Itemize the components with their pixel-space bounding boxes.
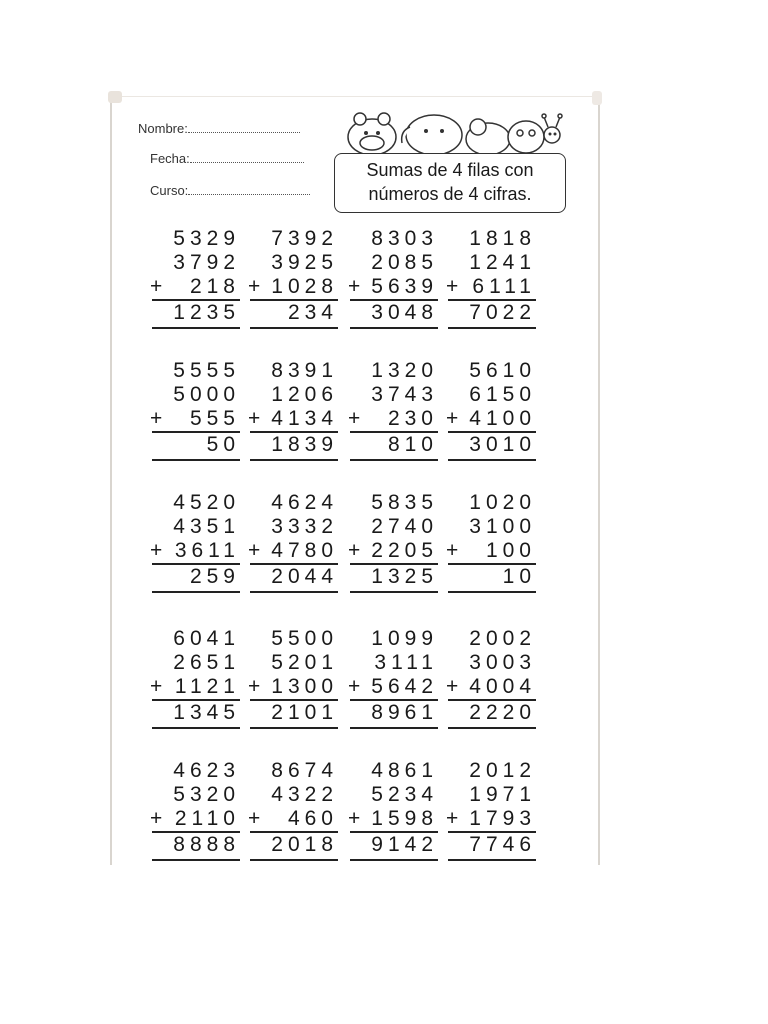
addend-1 xyxy=(448,359,536,383)
title-box xyxy=(334,153,566,213)
addend-2 xyxy=(448,515,536,539)
result-value: 234 xyxy=(287,301,338,324)
addend-value: 5201 xyxy=(271,651,338,674)
answer-line xyxy=(250,859,338,861)
addition-problem xyxy=(448,359,536,461)
addend-1 xyxy=(350,359,438,383)
addend-2 xyxy=(250,251,338,275)
addend-3 xyxy=(350,807,438,831)
plus-sign: + xyxy=(248,807,261,830)
addend-value: 3332 xyxy=(271,515,338,538)
addend-3 xyxy=(448,807,536,831)
sum-result xyxy=(448,831,536,857)
addend-value: 230 xyxy=(387,407,438,430)
addend-2 xyxy=(152,515,240,539)
result-value: 1345 xyxy=(173,701,240,724)
answer-line xyxy=(448,459,536,461)
result-value: 8888 xyxy=(173,833,240,856)
fecha-line xyxy=(190,152,304,163)
addend-value: 1300 xyxy=(271,675,338,698)
addend-1 xyxy=(350,491,438,515)
sum-result xyxy=(350,299,438,325)
answer-line xyxy=(350,859,438,861)
addend-value: 5320 xyxy=(173,783,240,806)
curso-field xyxy=(150,183,310,198)
addend-value: 3743 xyxy=(371,383,438,406)
addend-3 xyxy=(448,275,536,299)
addend-2 xyxy=(152,783,240,807)
nombre-label: Nombre: xyxy=(138,121,188,136)
sum-result xyxy=(350,431,438,457)
addition-problem xyxy=(152,359,240,461)
plus-sign: + xyxy=(348,539,361,562)
addend-2 xyxy=(350,783,438,807)
result-value: 7746 xyxy=(469,833,536,856)
addend-1 xyxy=(448,491,536,515)
addition-problem xyxy=(250,627,338,729)
result-value: 10 xyxy=(502,565,536,588)
addend-3 xyxy=(250,807,338,831)
addition-problem xyxy=(152,627,240,729)
addend-3 xyxy=(250,407,338,431)
answer-line xyxy=(250,727,338,729)
plus-sign: + xyxy=(446,675,459,698)
addition-problem xyxy=(350,627,438,729)
result-value: 8961 xyxy=(371,701,438,724)
addend-value: 2085 xyxy=(371,251,438,274)
plus-sign: + xyxy=(150,407,163,430)
addend-1 xyxy=(250,627,338,651)
addend-value: 3003 xyxy=(469,651,536,674)
sum-result xyxy=(152,563,240,589)
addend-value: 2110 xyxy=(174,807,240,830)
addend-value: 3611 xyxy=(174,539,240,562)
result-value: 7022 xyxy=(469,301,536,324)
addend-1 xyxy=(250,491,338,515)
addition-problem xyxy=(350,491,438,593)
worksheet xyxy=(110,96,600,865)
addend-3 xyxy=(152,407,240,431)
tape-corner xyxy=(592,91,602,105)
addend-1 xyxy=(152,491,240,515)
plus-sign: + xyxy=(446,539,459,562)
answer-line xyxy=(350,591,438,593)
answer-line xyxy=(448,591,536,593)
addend-3 xyxy=(448,407,536,431)
addition-problem xyxy=(250,227,338,329)
curso-line xyxy=(188,184,310,195)
sum-result xyxy=(250,699,338,725)
sum-result xyxy=(350,699,438,725)
sum-result xyxy=(350,831,438,857)
plus-sign: + xyxy=(150,539,163,562)
addition-problem xyxy=(448,627,536,729)
answer-line xyxy=(350,459,438,461)
addend-2 xyxy=(250,651,338,675)
fecha-field xyxy=(150,151,304,166)
sum-result xyxy=(448,699,536,725)
addend-value: 1320 xyxy=(371,359,438,382)
addend-value: 7392 xyxy=(271,227,338,250)
addend-1 xyxy=(152,627,240,651)
addend-2 xyxy=(250,515,338,539)
answer-line xyxy=(350,727,438,729)
result-value: 3048 xyxy=(371,301,438,324)
addend-value: 2002 xyxy=(469,627,536,650)
addend-value: 2205 xyxy=(371,539,438,562)
answer-line xyxy=(152,859,240,861)
addend-3 xyxy=(448,539,536,563)
addend-value: 218 xyxy=(189,275,240,298)
result-value: 3010 xyxy=(469,433,536,456)
addend-value: 4780 xyxy=(271,539,338,562)
addend-value: 1121 xyxy=(174,675,240,698)
addend-3 xyxy=(448,675,536,699)
addend-value: 1099 xyxy=(371,627,438,650)
addend-3 xyxy=(350,275,438,299)
addend-3 xyxy=(152,275,240,299)
addition-problem xyxy=(152,227,240,329)
plus-sign: + xyxy=(446,407,459,430)
addend-1 xyxy=(350,759,438,783)
addend-value: 1028 xyxy=(271,275,338,298)
result-value: 1325 xyxy=(371,565,438,588)
addend-value: 6111 xyxy=(472,275,536,298)
result-value: 2101 xyxy=(271,701,338,724)
addend-value: 1020 xyxy=(469,491,536,514)
answer-line xyxy=(448,727,536,729)
addend-1 xyxy=(448,227,536,251)
addend-3 xyxy=(152,539,240,563)
result-value: 259 xyxy=(189,565,240,588)
addition-problem xyxy=(250,491,338,593)
sum-result xyxy=(152,699,240,725)
sum-result xyxy=(250,563,338,589)
addend-2 xyxy=(350,383,438,407)
sum-result xyxy=(152,831,240,857)
addition-problem xyxy=(350,227,438,329)
addition-problem xyxy=(152,491,240,593)
addend-value: 4351 xyxy=(173,515,240,538)
answer-line xyxy=(250,327,338,329)
addend-value: 1598 xyxy=(371,807,438,830)
plus-sign: + xyxy=(348,275,361,298)
addend-1 xyxy=(448,759,536,783)
addend-value: 2740 xyxy=(371,515,438,538)
title-line-2: números de 4 cifras. xyxy=(368,184,532,204)
title-line-1: Sumas de 4 filas con xyxy=(366,160,534,180)
answer-line xyxy=(250,591,338,593)
addend-1 xyxy=(152,759,240,783)
answer-line xyxy=(250,459,338,461)
answer-line xyxy=(152,591,240,593)
result-value: 9142 xyxy=(371,833,438,856)
plus-sign: + xyxy=(248,407,261,430)
addend-value: 8303 xyxy=(371,227,438,250)
addend-value: 5000 xyxy=(173,383,240,406)
plus-sign: + xyxy=(446,275,459,298)
result-value: 2018 xyxy=(271,833,338,856)
addend-value: 8674 xyxy=(271,759,338,782)
addend-value: 6041 xyxy=(173,627,240,650)
sum-result xyxy=(250,831,338,857)
fecha-label: Fecha: xyxy=(150,151,190,166)
addend-value: 5610 xyxy=(469,359,536,382)
addend-value: 5639 xyxy=(371,275,438,298)
addend-2 xyxy=(350,651,438,675)
plus-sign: + xyxy=(348,407,361,430)
result-value: 1235 xyxy=(173,301,240,324)
addend-1 xyxy=(250,227,338,251)
addition-problem xyxy=(350,759,438,861)
addend-1 xyxy=(350,627,438,651)
plus-sign: + xyxy=(248,675,261,698)
sum-result xyxy=(250,431,338,457)
sum-result xyxy=(448,431,536,457)
addend-3 xyxy=(250,675,338,699)
addend-value: 555 xyxy=(189,407,240,430)
addend-value: 6150 xyxy=(469,383,536,406)
answer-line xyxy=(448,327,536,329)
nombre-field xyxy=(138,121,300,136)
addend-2 xyxy=(152,251,240,275)
result-value: 1839 xyxy=(271,433,338,456)
addend-value: 5555 xyxy=(173,359,240,382)
addend-3 xyxy=(250,275,338,299)
addend-value: 5642 xyxy=(371,675,438,698)
addend-1 xyxy=(448,627,536,651)
addend-value: 5329 xyxy=(173,227,240,250)
addend-2 xyxy=(448,383,536,407)
addend-1 xyxy=(250,359,338,383)
plus-sign: + xyxy=(150,275,163,298)
result-value: 810 xyxy=(387,433,438,456)
answer-line xyxy=(152,327,240,329)
addition-problem xyxy=(448,759,536,861)
addend-value: 4624 xyxy=(271,491,338,514)
sum-result xyxy=(152,299,240,325)
addend-value: 8391 xyxy=(271,359,338,382)
addend-2 xyxy=(152,651,240,675)
addend-value: 4004 xyxy=(469,675,536,698)
plus-sign: + xyxy=(348,675,361,698)
addend-value: 3792 xyxy=(173,251,240,274)
addend-3 xyxy=(152,675,240,699)
sum-result xyxy=(350,563,438,589)
addend-2 xyxy=(250,783,338,807)
addend-value: 1793 xyxy=(469,807,536,830)
addend-value: 3100 xyxy=(469,515,536,538)
result-value: 50 xyxy=(206,433,240,456)
cartoon-animals-icon xyxy=(338,105,568,157)
addend-3 xyxy=(350,539,438,563)
addend-2 xyxy=(448,251,536,275)
addend-2 xyxy=(350,251,438,275)
addend-value: 4322 xyxy=(271,783,338,806)
plus-sign: + xyxy=(348,807,361,830)
addend-2 xyxy=(152,383,240,407)
addend-value: 1241 xyxy=(469,251,536,274)
answer-line xyxy=(152,459,240,461)
addend-value: 3925 xyxy=(271,251,338,274)
addition-problem xyxy=(448,227,536,329)
addend-1 xyxy=(152,359,240,383)
addend-value: 5835 xyxy=(371,491,438,514)
addition-problem xyxy=(250,359,338,461)
addend-value: 4861 xyxy=(371,759,438,782)
addend-value: 2012 xyxy=(469,759,536,782)
addend-value: 4520 xyxy=(173,491,240,514)
plus-sign: + xyxy=(248,275,261,298)
sum-result xyxy=(448,299,536,325)
curso-label: Curso: xyxy=(150,183,189,198)
addend-value: 2651 xyxy=(173,651,240,674)
tape-corner xyxy=(108,91,122,103)
plus-sign: + xyxy=(150,807,163,830)
addend-value: 4134 xyxy=(271,407,338,430)
addend-3 xyxy=(350,407,438,431)
addend-value: 1206 xyxy=(271,383,338,406)
plus-sign: + xyxy=(446,807,459,830)
addition-problem xyxy=(350,359,438,461)
plus-sign: + xyxy=(150,675,163,698)
addend-1 xyxy=(250,759,338,783)
addend-1 xyxy=(350,227,438,251)
sum-result xyxy=(152,431,240,457)
addend-value: 4623 xyxy=(173,759,240,782)
addend-1 xyxy=(152,227,240,251)
addend-value: 460 xyxy=(287,807,338,830)
addend-value: 5500 xyxy=(271,627,338,650)
result-value: 2044 xyxy=(271,565,338,588)
addend-value: 4100 xyxy=(469,407,536,430)
addend-3 xyxy=(350,675,438,699)
answer-line xyxy=(350,327,438,329)
addend-value: 1971 xyxy=(469,783,536,806)
sum-result xyxy=(250,299,338,325)
nombre-line xyxy=(188,122,300,133)
plus-sign: + xyxy=(248,539,261,562)
addition-problem xyxy=(448,491,536,593)
addend-2 xyxy=(350,515,438,539)
addend-value: 100 xyxy=(485,539,536,562)
addend-value: 3111 xyxy=(374,651,438,674)
addend-value: 5234 xyxy=(371,783,438,806)
result-value: 2220 xyxy=(469,701,536,724)
addend-2 xyxy=(250,383,338,407)
addition-problem xyxy=(152,759,240,861)
addend-2 xyxy=(448,783,536,807)
addend-2 xyxy=(448,651,536,675)
answer-line xyxy=(448,859,536,861)
addend-3 xyxy=(152,807,240,831)
addend-3 xyxy=(250,539,338,563)
addition-problem xyxy=(250,759,338,861)
sum-result xyxy=(448,563,536,589)
addend-value: 1818 xyxy=(469,227,536,250)
answer-line xyxy=(152,727,240,729)
